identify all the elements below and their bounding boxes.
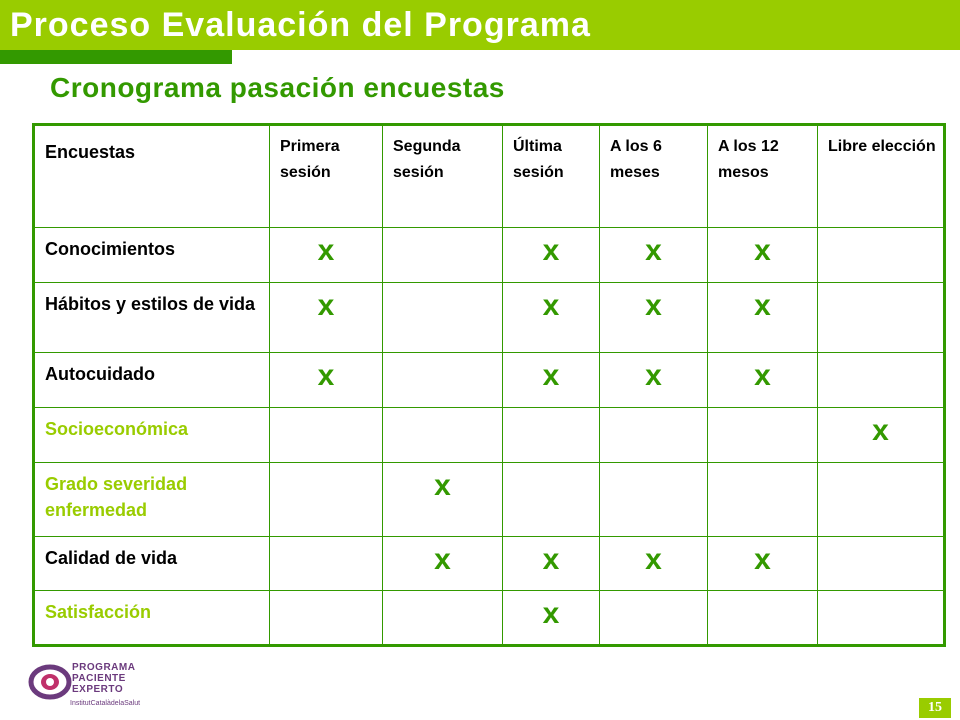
cell-mark bbox=[383, 353, 503, 408]
logo-organization: InstitutCatalàdelaSalut bbox=[70, 700, 141, 707]
table-row bbox=[34, 463, 945, 537]
cell-mark bbox=[600, 408, 708, 463]
logo-line: PROGRAMA bbox=[72, 662, 136, 673]
cell-mark bbox=[270, 537, 383, 591]
title-accent-bar bbox=[0, 50, 232, 64]
table-row bbox=[34, 537, 945, 591]
cell-mark bbox=[503, 408, 600, 463]
column-header: Libre elección bbox=[818, 125, 945, 228]
row-label: Autocuidado bbox=[34, 353, 270, 408]
table-row bbox=[34, 283, 945, 353]
cell-mark: x bbox=[503, 353, 600, 408]
cell-mark: x bbox=[708, 537, 818, 591]
row-label: Hábitos y estilos de vida bbox=[34, 283, 270, 353]
logo-line: EXPERTO bbox=[72, 684, 124, 695]
cell-mark: x bbox=[600, 537, 708, 591]
cell-mark bbox=[708, 591, 818, 646]
logo-wordmark bbox=[72, 662, 135, 695]
cell-mark bbox=[818, 353, 945, 408]
cell-mark bbox=[818, 228, 945, 283]
cell-mark bbox=[270, 463, 383, 537]
cell-mark: x bbox=[503, 228, 600, 283]
survey-schedule-table bbox=[32, 123, 946, 647]
table-row bbox=[34, 228, 945, 283]
column-header: Encuestas bbox=[34, 125, 270, 228]
cell-mark bbox=[600, 591, 708, 646]
cell-mark: x bbox=[503, 591, 600, 646]
table-header-row bbox=[34, 125, 945, 228]
page-number: 15 bbox=[919, 698, 951, 718]
column-header: Segunda sesión bbox=[383, 125, 503, 228]
row-label: Satisfacción bbox=[34, 591, 270, 646]
cell-mark: x bbox=[600, 353, 708, 408]
cell-mark bbox=[818, 463, 945, 537]
cell-mark: x bbox=[503, 283, 600, 353]
cell-mark: x bbox=[383, 463, 503, 537]
cell-mark: x bbox=[708, 283, 818, 353]
logo-line: PACIENTE bbox=[72, 673, 126, 684]
cell-mark: x bbox=[503, 537, 600, 591]
cell-mark bbox=[383, 591, 503, 646]
cell-mark bbox=[818, 591, 945, 646]
cell-mark bbox=[600, 463, 708, 537]
cell-mark: x bbox=[270, 228, 383, 283]
row-label: Socioeconómica bbox=[34, 408, 270, 463]
cell-mark bbox=[818, 283, 945, 353]
cell-mark bbox=[383, 283, 503, 353]
table-row bbox=[34, 408, 945, 463]
row-label: Conocimientos bbox=[34, 228, 270, 283]
cell-mark: x bbox=[818, 408, 945, 463]
column-header: A los 6 meses bbox=[600, 125, 708, 228]
cell-mark: x bbox=[600, 228, 708, 283]
cell-mark bbox=[818, 537, 945, 591]
table-row bbox=[34, 353, 945, 408]
cell-mark bbox=[708, 408, 818, 463]
cell-mark bbox=[270, 591, 383, 646]
cell-mark bbox=[383, 408, 503, 463]
cell-mark: x bbox=[600, 283, 708, 353]
cell-mark: x bbox=[708, 228, 818, 283]
slide-title: Proceso Evaluación del Programa bbox=[10, 6, 591, 44]
cell-mark: x bbox=[708, 353, 818, 408]
cell-mark: x bbox=[270, 353, 383, 408]
cell-mark bbox=[503, 463, 600, 537]
row-label: Grado severidad enfermedad bbox=[34, 463, 270, 537]
row-label: Calidad de vida bbox=[34, 537, 270, 591]
cell-mark bbox=[708, 463, 818, 537]
cell-mark bbox=[383, 228, 503, 283]
column-header: A los 12 mesos bbox=[708, 125, 818, 228]
cell-mark bbox=[270, 408, 383, 463]
table-row bbox=[34, 591, 945, 646]
column-header: Primera sesión bbox=[270, 125, 383, 228]
column-header: Última sesión bbox=[503, 125, 600, 228]
cell-mark: x bbox=[270, 283, 383, 353]
cell-mark: x bbox=[383, 537, 503, 591]
slide-subtitle: Cronograma pasación encuestas bbox=[50, 72, 505, 103]
